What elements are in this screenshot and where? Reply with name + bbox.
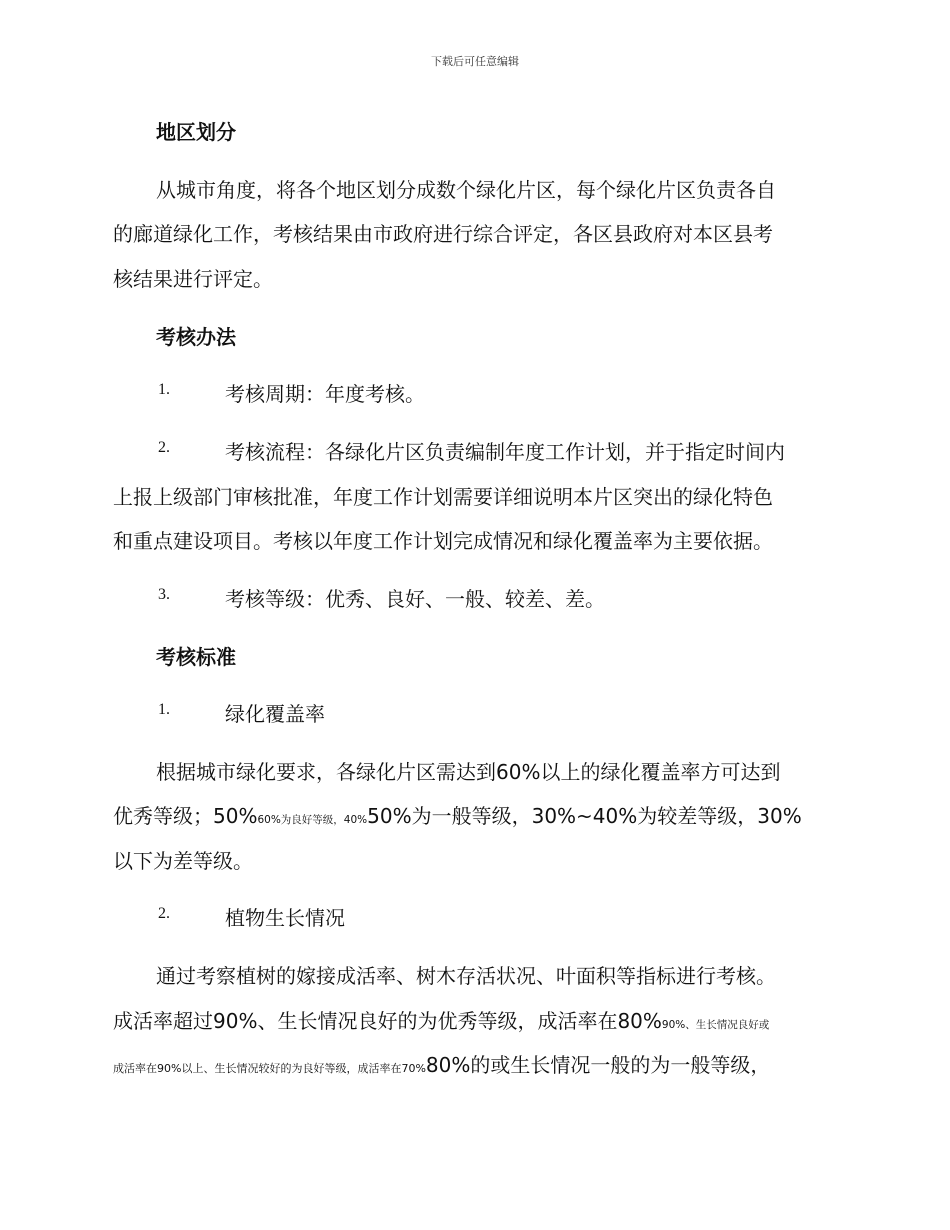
text-run: 80%的或生长情况一般的为一般等级， bbox=[425, 1053, 771, 1077]
subheading-plant-growth: 植物生长情况 bbox=[225, 906, 345, 930]
list-number: 1. bbox=[158, 701, 170, 718]
paragraph-line: 的廊道绿化工作，考核结果由市政府进行综合评定，各区县政府对本区县考 bbox=[113, 222, 773, 246]
paragraph-line bbox=[113, 800, 802, 829]
paragraph-line bbox=[113, 1049, 770, 1078]
text-run: 50%为一般等级，30%~40%为较差等级，30% bbox=[367, 804, 802, 828]
paragraph-line: 从城市角度，将各个地区划分成数个绿化片区，每个绿化片区负责各自 bbox=[156, 178, 776, 202]
paragraph-line: 以下为差等级。 bbox=[113, 849, 253, 873]
list-item-assessment-process: 考核流程：各绿化片区负责编制年度工作计划，并于指定时间内 bbox=[225, 440, 785, 464]
small-text-run: 成活率在90%以上、生长情况较好的为良好等级，成活率在70% bbox=[113, 1062, 426, 1075]
paragraph-line: 通过考察植树的嫁接成活率、树木存活状况、叶面积等指标进行考核。 bbox=[156, 964, 776, 988]
list-number: 2. bbox=[158, 439, 170, 456]
section-heading-region-division: 地区划分 bbox=[156, 120, 236, 144]
list-number: 1. bbox=[158, 381, 170, 398]
list-number: 2. bbox=[158, 905, 170, 922]
paragraph-line bbox=[113, 1005, 769, 1034]
small-text-run: 60%为良好等级，40% bbox=[257, 814, 368, 826]
list-item-assessment-grades: 考核等级：优秀、良好、一般、较差、差。 bbox=[225, 587, 605, 611]
paragraph-line: 上报上级部门审核批准，年度工作计划需要详细说明本片区突出的绿化特色 bbox=[113, 485, 773, 509]
page-header: 下载后可任意编辑 bbox=[431, 55, 519, 68]
list-item-assessment-cycle: 考核周期：年度考核。 bbox=[225, 382, 425, 406]
small-text-run: 90%、生长情况良好或 bbox=[661, 1019, 770, 1031]
paragraph-line: 根据城市绿化要求，各绿化片区需达到60%以上的绿化覆盖率方可达到 bbox=[156, 760, 781, 784]
section-heading-assessment-method: 考核办法 bbox=[156, 325, 236, 349]
subheading-green-coverage: 绿化覆盖率 bbox=[225, 702, 325, 726]
paragraph-line: 和重点建设项目。考核以年度工作计划完成情况和绿化覆盖率为主要依据。 bbox=[113, 529, 773, 553]
list-number: 3. bbox=[158, 586, 170, 603]
text-run: 成活率超过90%、生长情况良好的为优秀等级，成活率在80% bbox=[113, 1009, 662, 1033]
paragraph-line: 核结果进行评定。 bbox=[113, 267, 273, 291]
section-heading-assessment-standard: 考核标准 bbox=[156, 645, 236, 669]
text-run: 优秀等级；50% bbox=[113, 804, 258, 828]
